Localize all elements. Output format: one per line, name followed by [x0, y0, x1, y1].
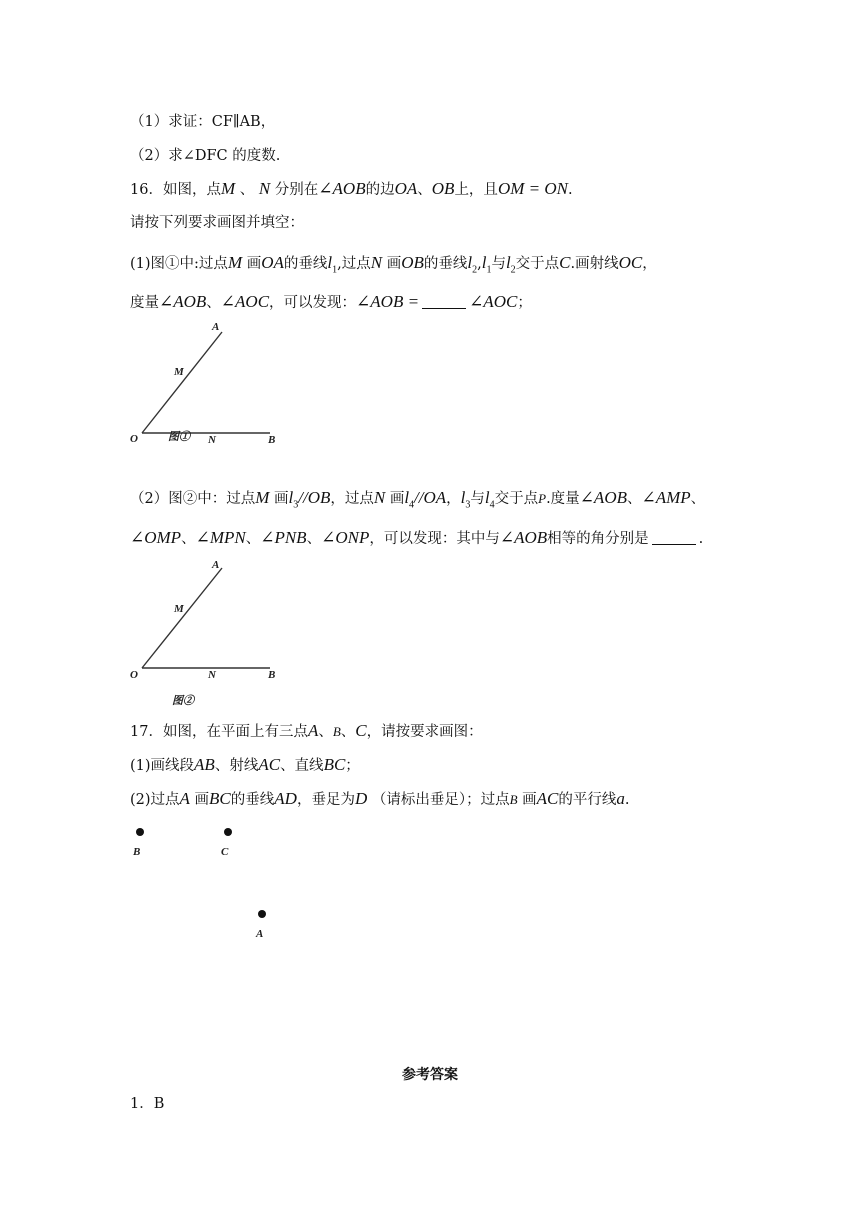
- point-C: [224, 828, 232, 836]
- fig1-caption: 图①: [168, 431, 190, 443]
- answer-1: 1．B: [130, 1096, 165, 1112]
- fig2-caption: 图②: [172, 695, 194, 707]
- fig1-label-M: M: [174, 366, 184, 378]
- figure-1: [128, 318, 298, 452]
- fig1-label-B: B: [268, 434, 276, 446]
- q17-stem: 17．如图，在平面上有三点A、B、C，请按要求画图：: [130, 721, 483, 740]
- q17-part2: (2)过点A 画BC的垂线AD，垂足为D （请标出垂足）；过点B 画AC的平行线a.: [130, 789, 630, 808]
- fig2-label-A: A: [212, 559, 220, 571]
- fig2-label-M: M: [174, 603, 184, 615]
- q16-part1-line1: (1)图①中:过点M 画OA的垂线$l_1$,过点N 画OB的垂线$l_2,l_1$与$l_2$交于点C.画射线OC，: [130, 253, 657, 276]
- fig2-label-N: N: [208, 669, 216, 681]
- point-B: [136, 828, 144, 836]
- q16-part2-line1: （2）图②中：过点M 画$l_3//OB$，过点N 画$l_4//OA$，$l_3$与$l_4$交于点P.度量∠AOB、∠AMP、: [130, 488, 706, 511]
- fig1-label-O: O: [130, 433, 138, 445]
- figure-2: [128, 556, 298, 715]
- fig2-label-B: B: [268, 669, 276, 681]
- q15-part1: （1）求证：CF∥AB，: [130, 114, 276, 130]
- answer-blank-2[interactable]: [652, 530, 696, 545]
- q16-part2-line2: ∠OMP、∠MPN、∠PNB、∠ONP，可以发现：其中与∠AOB相等的角分别是 .: [130, 528, 704, 547]
- fig1-label-A: A: [212, 321, 220, 333]
- answer-blank-1[interactable]: [422, 294, 466, 309]
- figure-3-points: [124, 822, 294, 951]
- q15-part2: （2）求∠DFC 的度数.: [130, 148, 281, 164]
- q16-stem: 16．如图，点M 、 N 分别在∠AOB的边OA、OB上，且OM = ON.: [130, 179, 573, 198]
- q17-part1: (1)画线段AB、射线AC、直线BC；: [130, 755, 360, 774]
- fig1-label-N: N: [208, 434, 216, 446]
- fig2-label-O: O: [130, 669, 138, 681]
- q16-part1-line2: 度量∠AOB、∠AOC，可以发现：∠AOB = ∠AOC；: [130, 292, 532, 311]
- point-C-label: C: [221, 846, 229, 858]
- point-A-label: A: [256, 928, 264, 940]
- point-B-label: B: [133, 846, 141, 858]
- point-A: [258, 910, 266, 918]
- q16-instruction: 请按下列要求画图并填空：: [130, 215, 304, 231]
- answers-heading: 参考答案: [402, 1067, 458, 1083]
